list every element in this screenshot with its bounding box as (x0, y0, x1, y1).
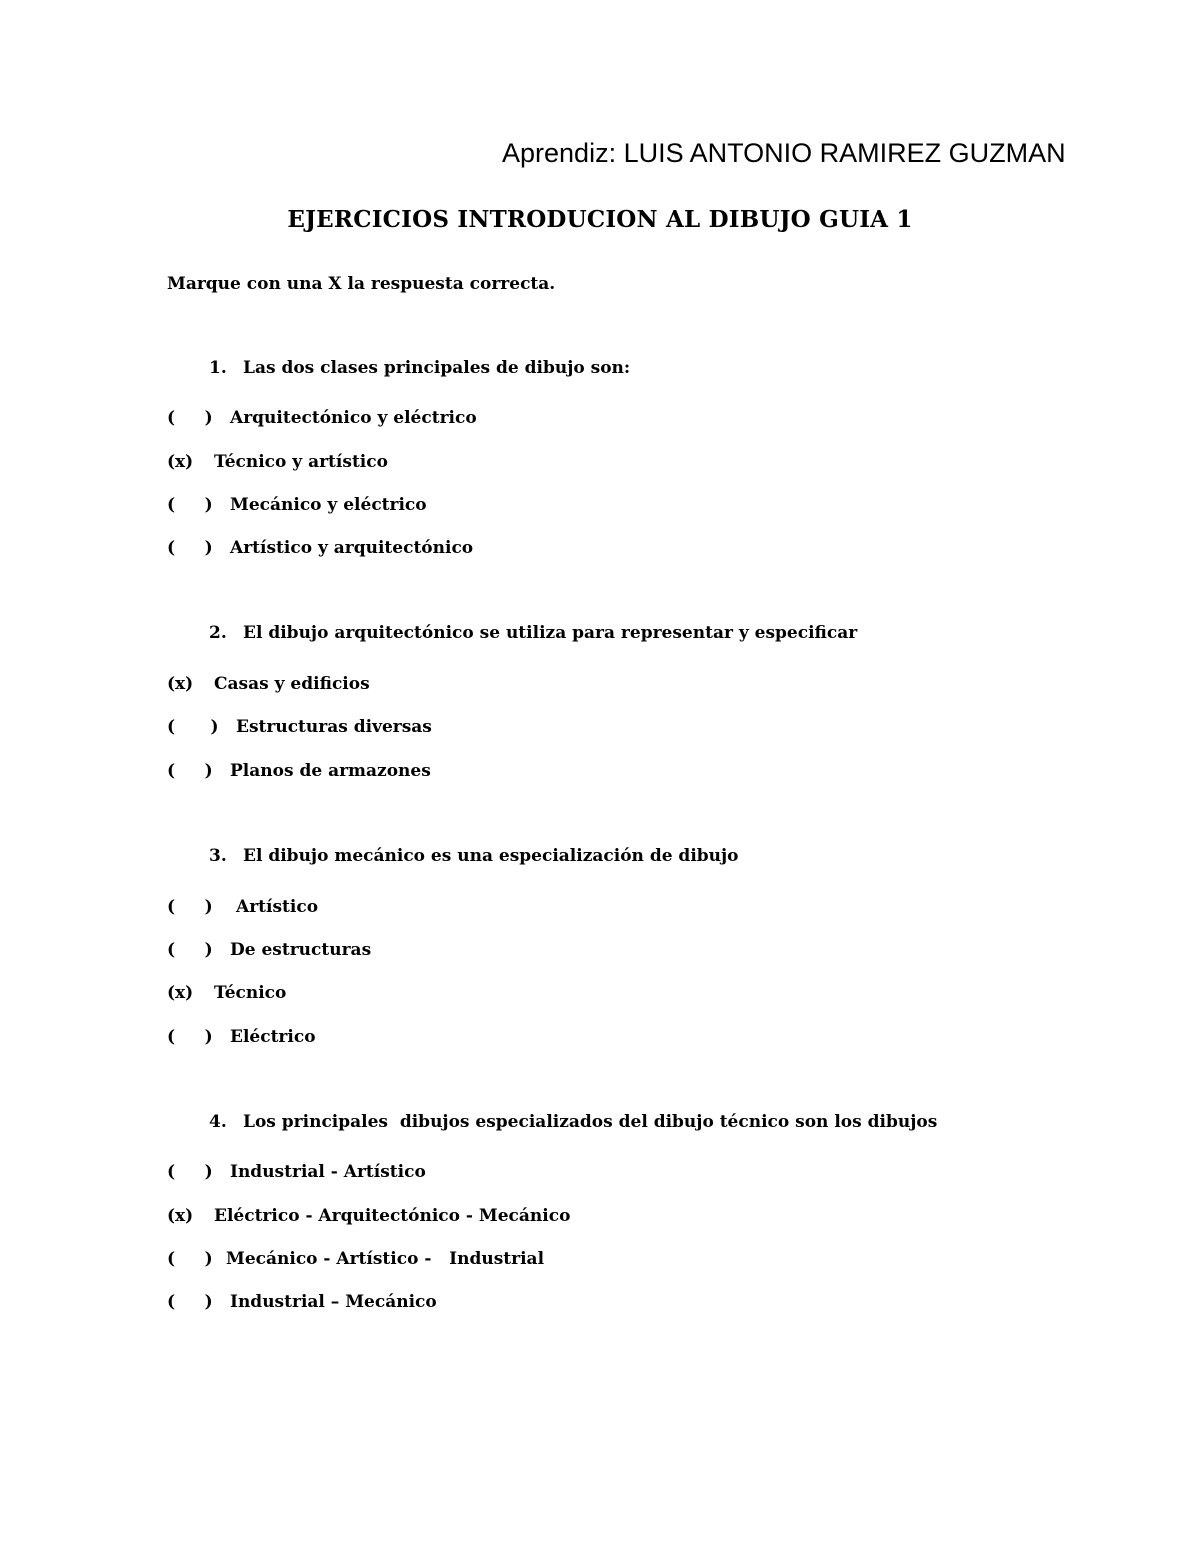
answer-mark: ( ) (167, 538, 213, 558)
answer-option: Industrial - Artístico (230, 1162, 426, 1182)
answer-option: Técnico (214, 983, 287, 1003)
answer-mark: ( ) (167, 1292, 213, 1312)
answer-mark-selected: (x) (167, 983, 194, 1003)
answer-option: Estructuras diversas (236, 717, 432, 737)
answer-option: Técnico y artístico (214, 452, 388, 472)
answer-option: Arquitectónico y eléctrico (230, 408, 477, 428)
answer-option: Mecánico - Artístico - Industrial (226, 1249, 545, 1269)
answer-mark: ( ) (167, 717, 219, 737)
answer-mark: ( ) (167, 940, 213, 960)
answer-mark: ( ) (167, 1027, 213, 1047)
answer-option: Casas y edificios (214, 674, 370, 694)
answer-mark: ( ) (167, 495, 213, 515)
question-text: Las dos clases principales de dibujo son: (243, 358, 631, 378)
answer-option: De estructuras (230, 940, 372, 960)
student-name: Aprendiz: LUIS ANTONIO RAMIREZ GUZMAN (502, 138, 1066, 168)
answer-mark-selected: (x) (167, 674, 194, 694)
answer-option: Mecánico y eléctrico (230, 495, 427, 515)
answer-option: Industrial – Mecánico (230, 1292, 437, 1312)
instruction-text: Marque con una X la respuesta correcta. (167, 274, 556, 294)
question-number: 3. (209, 846, 227, 866)
question-number: 1. (209, 358, 227, 378)
question-text: Los principales dibujos especializados del dibujo técnico son los dibujos (243, 1112, 938, 1132)
answer-option: Planos de armazones (230, 761, 431, 781)
question-text: El dibujo mecánico es una especialización de dibujo (243, 846, 739, 866)
question-number: 4. (209, 1112, 227, 1132)
answer-option: Artístico (236, 897, 319, 917)
answer-option: Eléctrico (230, 1027, 316, 1047)
answer-mark: ( ) (167, 1162, 213, 1182)
question-text: El dibujo arquitectónico se utiliza para representar y especificar (243, 623, 858, 643)
answer-mark-selected: (x) (167, 1206, 194, 1226)
answer-mark: ( ) (167, 761, 213, 781)
page-title: EJERCICIOS INTRODUCION AL DIBUJO GUIA 1 (287, 206, 913, 233)
answer-mark: ( ) (167, 408, 213, 428)
question-number: 2. (209, 623, 227, 643)
answer-option: Eléctrico - Arquitectónico - Mecánico (214, 1206, 571, 1226)
answer-option: Artístico y arquitectónico (230, 538, 474, 558)
answer-mark-selected: (x) (167, 452, 194, 472)
answer-mark: ( ) (167, 1249, 213, 1269)
answer-mark: ( ) (167, 897, 213, 917)
